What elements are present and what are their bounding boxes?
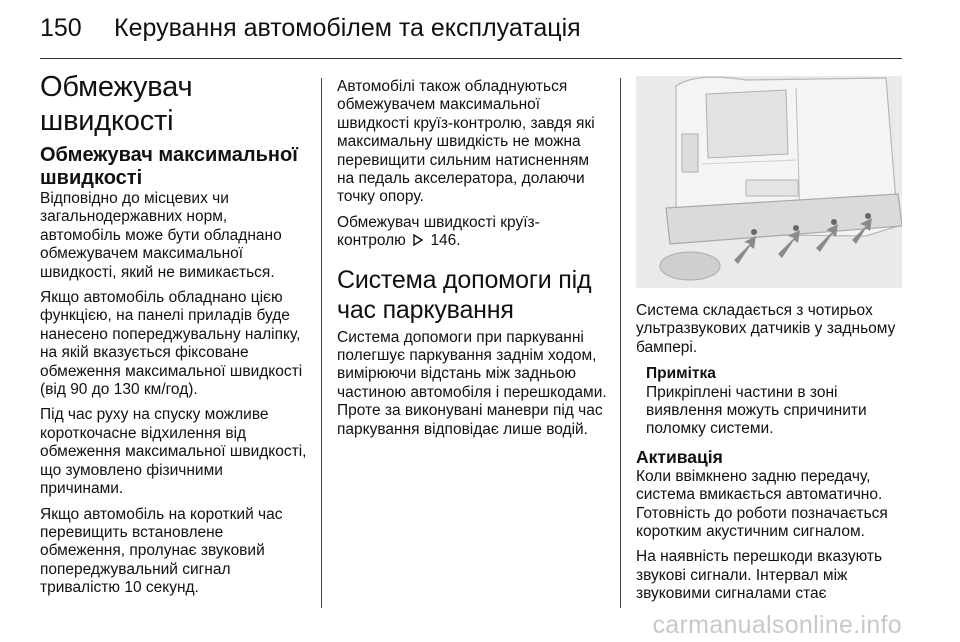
- note-box: [646, 365, 906, 439]
- paragraph: Під час руху на спуску можливе короткочасне відхилення від обмеження максимальної швидкості, що зумовлено фізичними причинами.: [40, 406, 307, 498]
- paragraph: Відповідно до місцевих чи загальнодержавних норм, автомобіль може бути обладнано обмежувачем максимальної швидкості, який не вимикається.: [40, 190, 282, 281]
- column-2: [337, 78, 607, 446]
- arrow-ref-icon: [412, 232, 424, 250]
- column-3: [636, 70, 906, 611]
- note-text: Прикріплені частини в зоні виявлення можуть спричинити поломку системи.: [646, 383, 867, 438]
- cross-reference: [337, 214, 607, 251]
- header-title: Керування автомобілем та експлуатація: [114, 14, 581, 42]
- column-divider-2: [620, 78, 621, 608]
- cross-reference-text: Обмежувач швидкості круїз-контролю: [337, 213, 540, 250]
- rear-bumper-sensors-illustration: [636, 76, 902, 288]
- paragraph: Система допомоги при паркуванні полегшує паркування заднім ходом, вимірюючи відстань між задньою частиною автомобіля і перешкодами. Проте за виконувані маневри під час паркування відповідає лише водій.: [337, 328, 607, 438]
- subsection-title-max-speed-limiter: Обмежувач максимальної швидкості: [40, 144, 298, 189]
- page-header: [0, 0, 960, 58]
- subsection-title-activation: Активація: [636, 446, 723, 467]
- section-title-parking-assist: Система допомоги під час паркування: [337, 265, 592, 324]
- paragraph: Якщо автомобіль обладнано цією функцією, на панелі приладів буде нанесено попереджувальну наліпку, на якій вказується фіксоване обмеження максимальної швидкості (від 90 до 130 км/год).: [40, 289, 303, 399]
- column-1: [40, 70, 308, 605]
- paragraph: Автомобілі також обладнуються обмежувачем максимальної швидкості круїз-контролю, завдя які максимальну швидкість не можна перевищити сильним натисненням на педаль акселератора, долаючи точку опору.: [337, 78, 595, 206]
- paragraph: Якщо автомобіль на короткий час перевищить встановлене обмеження, пролунає звуковий попереджувальний сигнал тривалістю 10 секунд.: [40, 505, 283, 597]
- paragraph: Коли ввімкнено задню передачу, система вмикається автоматично. Готовність до роботи позначається коротким акустичним сигналом.: [636, 467, 888, 541]
- paragraph: На наявність перешкоди вказують звукові сигнали. Інтервал між звуковими сигналами стає: [636, 548, 883, 603]
- page-number: 150: [40, 14, 82, 42]
- note-title: Примітка: [646, 365, 716, 383]
- header-divider: [40, 58, 902, 59]
- section-title-speed-limiter: Обмежувач швидкості: [40, 71, 193, 137]
- paragraph: Система складається з чотирьох ультразвукових датчиків у задньому бампері.: [636, 302, 896, 356]
- column-divider-1: [321, 78, 322, 608]
- watermark: carmanualsonline.info: [652, 611, 902, 639]
- cross-reference-page: 146.: [430, 232, 461, 250]
